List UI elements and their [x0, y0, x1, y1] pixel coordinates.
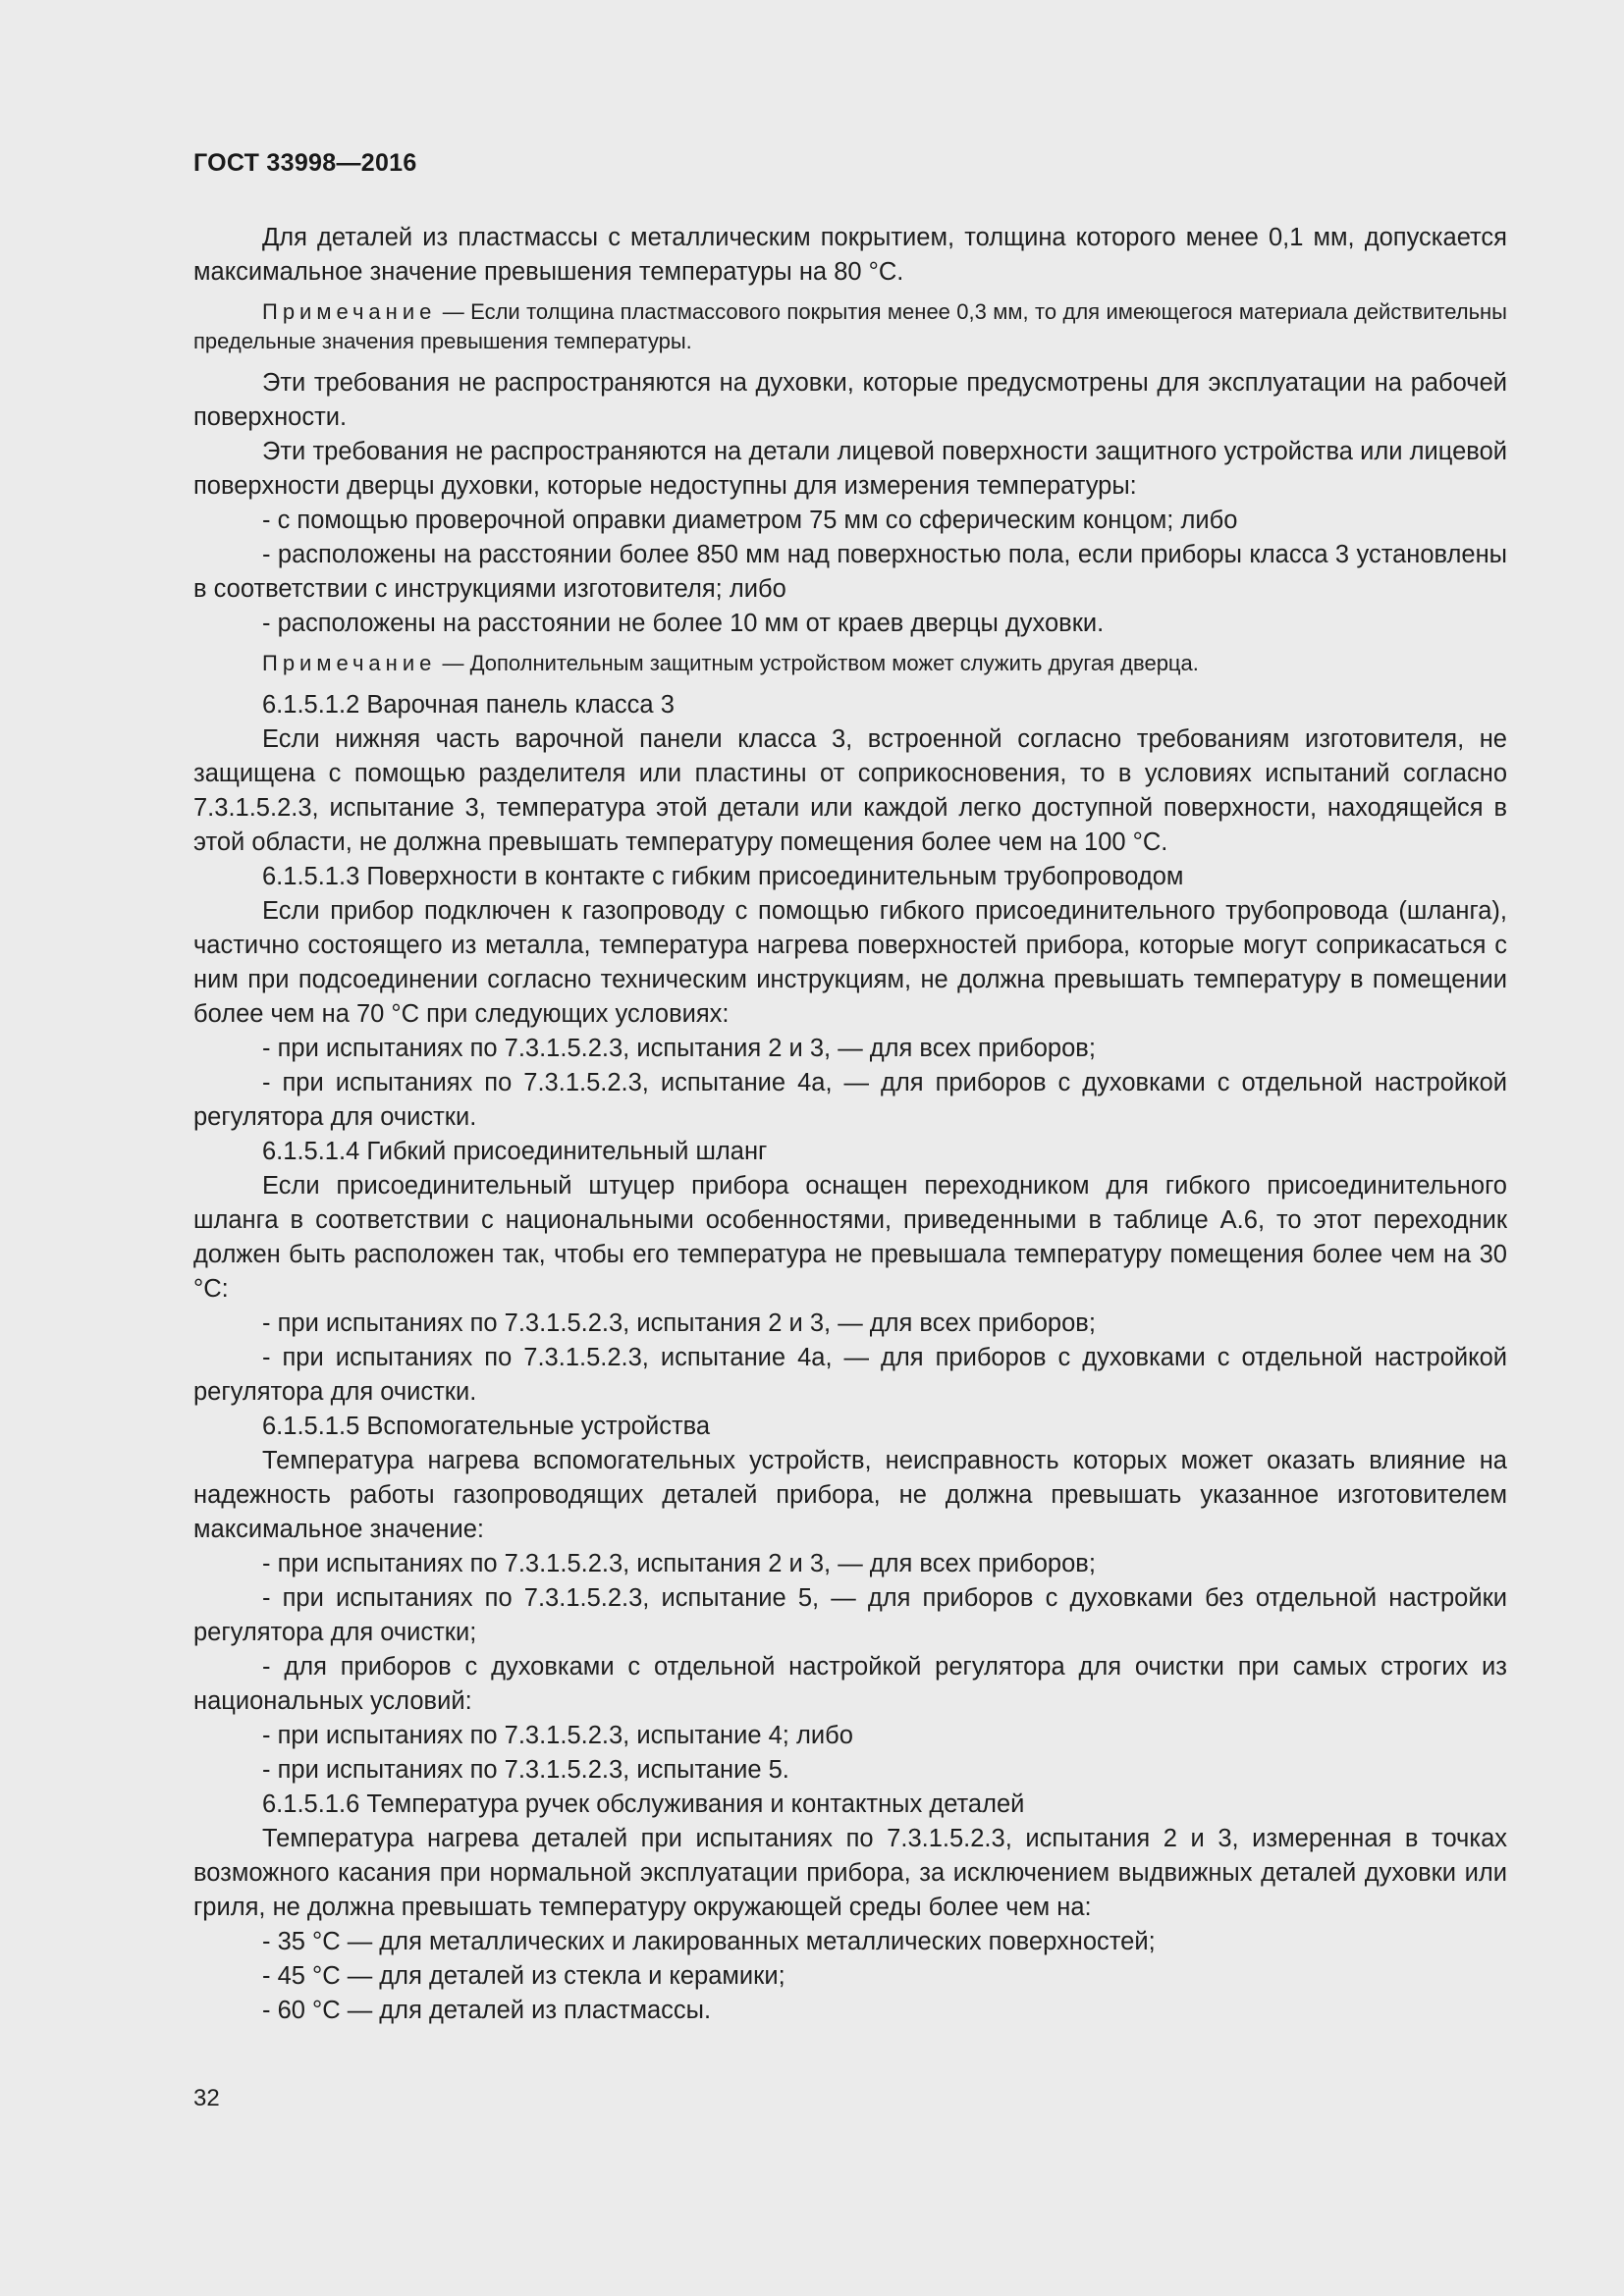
- document-header: ГОСТ 33998—2016: [193, 149, 417, 177]
- list-item: - при испытаниях по 7.3.1.5.2.3, испытание 4а, — для приборов с духовками с отдельной настройкой регулятора для очистки.: [193, 1344, 1507, 1406]
- list-item: - расположены на расстоянии более 850 мм над поверхностью пола, если приборы класса 3 установлены в соответствии с инструкциями изготовителя; либо: [193, 541, 1507, 603]
- note-paragraph: [193, 297, 1507, 356]
- list-item: - с помощью проверочной оправки диаметром 75 мм со сферическим концом; либо: [262, 507, 1238, 534]
- list-item: - при испытаниях по 7.3.1.5.2.3, испытания 2 и 3, — для всех приборов;: [262, 1550, 1096, 1577]
- note-text: — Дополнительным защитным устройством может служить другая дверца.: [436, 651, 1199, 675]
- list-item: - расположены на расстоянии не более 10 мм от краев дверцы духовки.: [262, 610, 1105, 637]
- paragraph: Температура нагрева вспомогательных устройств, неисправность которых может оказать влияние на надежность работы газопроводящих деталей прибора, не должна превышать указанное изготовителем максимальное значение:: [193, 1447, 1507, 1543]
- list-item: - при испытаниях по 7.3.1.5.2.3, испытание 4; либо: [262, 1722, 853, 1749]
- list-item: - при испытаниях по 7.3.1.5.2.3, испытание 5, — для приборов с духовками без отдельной настройки регулятора для очистки;: [193, 1584, 1507, 1646]
- list-item: - при испытаниях по 7.3.1.5.2.3, испытания 2 и 3, — для всех приборов;: [262, 1035, 1096, 1062]
- paragraph: Если присоединительный штуцер прибора оснащен переходником для гибкого присоединительного шланга в соответствии с национальными особенностями, приведенными в таблице А.6, то этот переходник должен быть расположен так, чтобы его температура не превышала температуру помещения более чем на 30 °С:: [193, 1172, 1507, 1303]
- list-item: - 60 °С — для деталей из пластмассы.: [262, 1997, 712, 2024]
- note-paragraph: [193, 649, 1507, 678]
- note-label: Примечание: [262, 651, 437, 675]
- paragraph: Для деталей из пластмассы с металлическим покрытием, толщина которого менее 0,1 мм, допускается максимальное значение превышения температуры на 80 °С.: [193, 224, 1507, 286]
- list-item: - 35 °С — для металлических и лакированных металлических поверхностей;: [262, 1928, 1156, 1955]
- section-heading: 6.1.5.1.4 Гибкий присоединительный шланг: [262, 1138, 768, 1165]
- list-item: - для приборов с духовками с отдельной настройкой регулятора для очистки при самых строгих из национальных условий:: [193, 1653, 1507, 1715]
- section-heading: 6.1.5.1.2 Варочная панель класса 3: [262, 691, 675, 719]
- list-item: - при испытаниях по 7.3.1.5.2.3, испытания 2 и 3, — для всех приборов;: [262, 1309, 1096, 1337]
- paragraph: Температура нагрева деталей при испытаниях по 7.3.1.5.2.3, испытания 2 и 3, измеренная в точках возможного касания при нормальной эксплуатации прибора, за исключением выдвижных деталей духовки или гриля, не должна превышать температуру окружающей среды более чем на:: [193, 1825, 1507, 1921]
- section-heading: 6.1.5.1.6 Температура ручек обслуживания и контактных деталей: [262, 1790, 1025, 1818]
- section-heading: 6.1.5.1.5 Вспомогательные устройства: [262, 1413, 711, 1440]
- document-body: [193, 221, 1507, 2028]
- list-item: - при испытаниях по 7.3.1.5.2.3, испытание 4а, — для приборов с духовками с отдельной настройкой регулятора для очистки.: [193, 1069, 1507, 1131]
- list-item: - при испытаниях по 7.3.1.5.2.3, испытание 5.: [262, 1756, 789, 1784]
- list-item: - 45 °С — для деталей из стекла и керамики;: [262, 1962, 785, 1990]
- note-label: Примечание: [262, 299, 437, 324]
- paragraph: Эти требования не распространяются на духовки, которые предусмотрены для эксплуатации на рабочей поверхности.: [193, 369, 1507, 431]
- paragraph: Если прибор подключен к газопроводу с помощью гибкого присоединительного трубопровода (шланга), частично состоящего из металла, температура нагрева поверхностей прибора, которые могут соприкасаться с ним при подсоединении согласно техническим инструкциям, не должна превышать температуру в помещении более чем на 70 °С при следующих условиях:: [193, 897, 1507, 1028]
- paragraph: Если нижняя часть варочной панели класса 3, встроенной согласно требованиям изготовителя, не защищена с помощью разделителя или пластины от соприкосновения, то в условиях испытаний согласно 7.3.1.5.2.3, испытание 3, температура этой детали или каждой легко доступной поверхности, находящейся в этой области, не должна превышать температуру помещения более чем на 100 °С.: [193, 725, 1507, 856]
- section-heading: 6.1.5.1.3 Поверхности в контакте с гибким присоединительным трубопроводом: [262, 863, 1184, 890]
- page-number: 32: [193, 2085, 220, 2111]
- note-text: — Если толщина пластмассового покрытия менее 0,3 мм, то для имеющегося материала действительны предельные значения превышения температуры.: [193, 299, 1507, 353]
- paragraph: Эти требования не распространяются на детали лицевой поверхности защитного устройства или лицевой поверхности дверцы духовки, которые недоступны для измерения температуры:: [193, 438, 1507, 500]
